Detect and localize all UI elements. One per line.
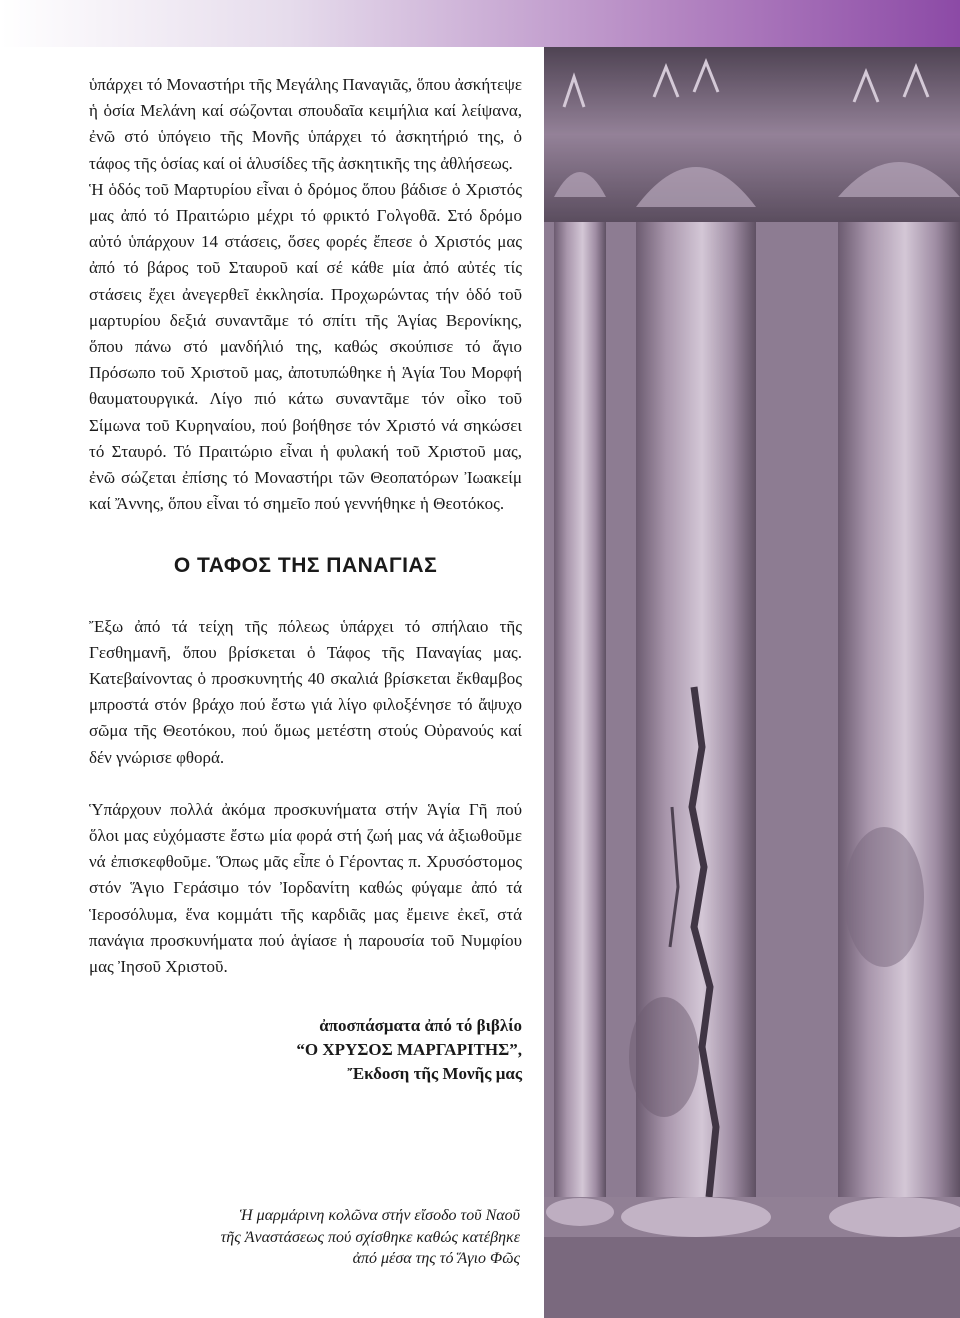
section-heading: Ο ΤΑΦΟΣ ΤΗΣ ΠΑΝΑΓΙΑΣ [173, 554, 438, 578]
body-paragraph-3: Ἔξω ἀπό τά τείχη τῆς πόλεως ὑπάρχει τό σπήλαιο τῆς Γεσθημανῆ, ὅπου βρίσκεται ὁ Τάφος τῆς Παναγίας μας. Κατεβαίνοντας ὁ προσκυνητής 40 σκαλιά βρίσκεται ἔκθαμβος μπροστά στόν βράχο πού ἔστω γιά λίγο φιλοξένησε τό ἄψυχο σῶμα τῆς Θεοτόκου, πού ὅμως μετέστη στούς Οὐρανούς καί δέν γνώρισε φθορά. [89, 616, 522, 767]
column-photo [544, 47, 960, 1318]
caption-line-2: τῆς Ἀναστάσεως πού σχίσθηκε καθώς κατέβηκε [220, 1228, 520, 1246]
body-paragraph-1: ὑπάρχει τό Μοναστήρι τῆς Μεγάλης Παναγιᾶς, ὅπου ἀσκήτεψε ἡ ὁσία Μελάνη καί σώζονται σπουδαῖα κειμήλια καί λείψανα, ἐνῶ στό ὑπόγειο τῆς Μονῆς ὑπάρχει τό ἀσκητήριό της, ὁ τάφος τῆς ὁσίας καί οἱ ἁλυσίδες τῆς ἀσκητικῆς της ἀθλήσεως. [89, 75, 522, 173]
body-paragraph-4: Ὑπάρχουν πολλά ἀκόμα προσκυνήματα στήν Ἁγία Γῆ πού ὅλοι μας εὐχόμαστε ἔστω μία φορά στή ζωή μας νά ἀξιωθοῦμε νά ἐπισκεφθοῦμε. Ὅπως μᾶς εἶπε ὁ Γέροντας π. Χρυσόστομος στόν Ἅγιο Γεράσιμο τόν Ἰορδανίτη καθώς φύγαμε ἀπό τά Ἱεροσόλυμα, ἕνα κομμάτι τῆς καρδιᾶς μας ἔμεινε ἐκεῖ, στά πανάγια προσκυνήματα πού ἁγίασε ἡ παρουσία τοῦ Νυμφίου μας Ἰησοῦ Χριστοῦ. [89, 799, 522, 977]
top-color-band [0, 0, 960, 47]
source-line-2: “Ο ΧΡΥΣΟΣ ΜΑΡΓΑΡΙΤΗΣ”, [296, 1040, 522, 1060]
caption-line-3: ἀπό μέσα της τό Ἅγιο Φῶς [352, 1250, 520, 1267]
source-line-1: ἀποσπάσματα ἀπό τό βιβλίο [319, 1016, 522, 1036]
main-text-column [89, 72, 522, 1086]
source-line-3: Ἔκδοση τῆς Μονῆς μας [347, 1064, 522, 1084]
photo-caption [150, 1205, 520, 1270]
caption-line-1: Ἡ μαρμάρινη κολῶνα στήν εἴσοδο τοῦ Ναοῦ [239, 1207, 520, 1224]
source-attribution [89, 1014, 522, 1086]
marble-columns-illustration [544, 47, 960, 1318]
paragraph-spacer [89, 771, 522, 797]
body-paragraph-2: Ἡ ὁδός τοῦ Μαρτυρίου εἶναι ὁ δρόμος ὅπου βάδισε ὁ Χριστός μας ἀπό τό Πραιτώριο μέχρι τό φρικτό Γολγοθᾶ. Στό δρόμο αὐτό ὑπάρχουν 14 στάσεις, ὅσες φορές ἔπεσε ὁ Χριστός μας ἀπό τό βάρος τοῦ Σταυροῦ καί σέ κάθε μία ἀπό αὐτές τίς στάσεις ἔχει ἀνεγερθεῖ ἐκκλησία. Προχωρώντας τήν ὁδό τοῦ μαρτυρίου δεξιά συναντᾶμε τό σπίτι τῆς Ἁγίας Βερονίκης, ὅπου πάνω στό μανδήλιό της, καθώς σκούπισε τό ἅγιο Πρόσωπο τοῦ Χριστοῦ μας, ἀποτυπώθηκε ἡ Ἁγία Του Μορφή θαυματουργικά. Λίγο πιό κάτω συναντᾶμε τόν οἶκο τοῦ Σίμωνα τοῦ Κυρηναίου, πού βοήθησε τόν Χριστό νά σηκώσει τό Σταυρό. Τό Πραιτώριο εἶναι ἡ φυλακή τοῦ Χριστοῦ μας, ἐνῶ σώζεται ἐπίσης τό Μοναστήρι τῶν Θεοπατόρων Ἰωακείμ καί Ἄννης, ὅπου εἶναι τό σημεῖο πού γεννήθηκε ἡ Θεοτόκος. [89, 179, 522, 514]
